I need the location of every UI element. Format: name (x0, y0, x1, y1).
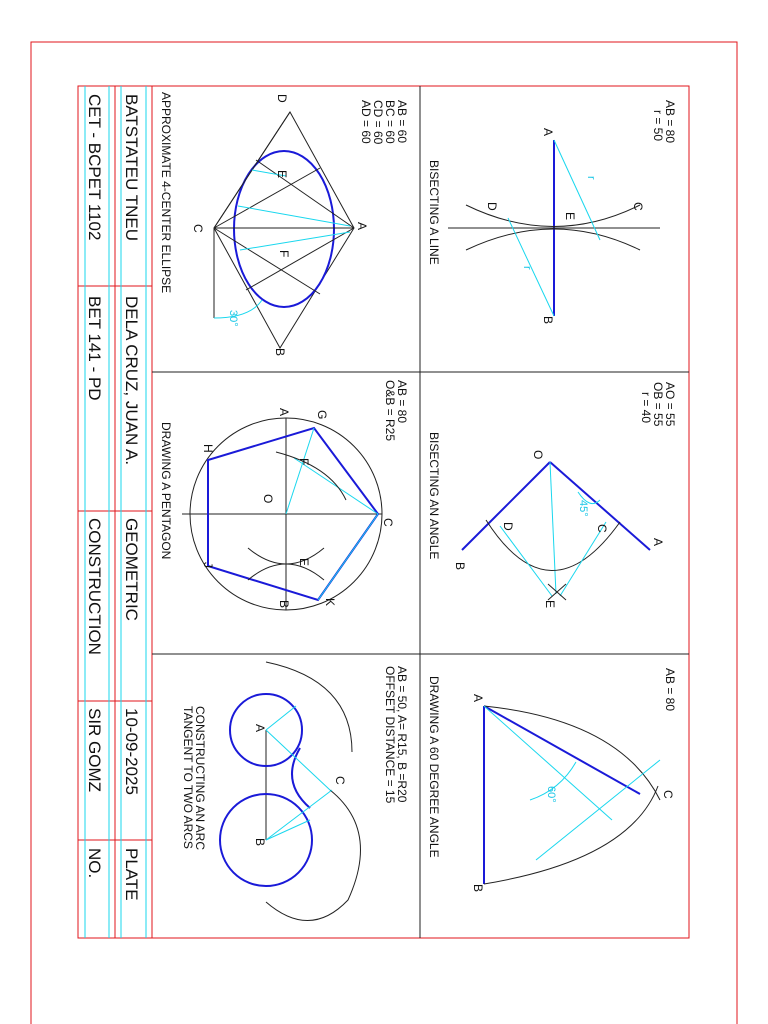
ba-bisector (550, 462, 556, 594)
pe-pt-h: H (201, 444, 215, 453)
at-pt-c: C (333, 776, 347, 785)
sd-pt-b: B (471, 884, 485, 893)
pe-given-2: O&B = R25 (383, 380, 397, 442)
panel-arc-tangent (181, 662, 409, 921)
bl-given-2: r = 50 (651, 110, 665, 142)
ba-title: BISECTING AN ANGLE (427, 432, 441, 560)
el-pt-e: E (275, 170, 289, 179)
bl-given-1: AB = 80 (663, 100, 677, 144)
el-given-1: AB = 60 (395, 100, 409, 144)
el-line-6 (214, 228, 320, 294)
ba-arc-line-2 (500, 526, 552, 596)
pe-pt-b: B (277, 600, 291, 609)
pe-pt-k: K (323, 598, 337, 607)
ba-pt-e: E (543, 600, 557, 609)
ba-ray-oa (550, 462, 650, 550)
el-line-4 (214, 168, 320, 228)
pe-pt-o: O (261, 494, 275, 504)
pe-pt-e: E (297, 558, 311, 567)
title-text: CONSTRUCTION (85, 518, 104, 655)
el-line-5 (246, 228, 354, 290)
at-title-1: CONSTRUCTING AN ARC (193, 706, 207, 851)
plate-label: PLATE (122, 848, 141, 901)
panel-pentagon (159, 380, 409, 610)
at-cyan-1 (266, 730, 330, 790)
sd-arc-from-a (484, 786, 658, 884)
title-block-row-1 (122, 94, 141, 901)
sd-pt-a: A (471, 694, 485, 703)
at-pt-a: A (253, 724, 267, 733)
ba-pt-o: O (531, 450, 545, 460)
el-angle: 30° (227, 310, 239, 327)
pe-given-1: AB = 80 (395, 380, 409, 424)
subject-text: GEOMETRIC (122, 518, 141, 621)
at-title-2: TANGENT TO TWO ARCS (181, 706, 195, 849)
el-given-2: BC = 60 (383, 100, 397, 144)
el-pt-a: A (355, 222, 369, 231)
pe-pt-c: C (381, 518, 395, 527)
el-pt-f: F (277, 250, 291, 258)
pe-title: DRAWING A PENTAGON (159, 422, 173, 560)
at-given-2: OFFSET DISTANCE = 15 (383, 666, 397, 804)
section-text: BET 141 - PD (85, 296, 104, 401)
school-text: BATSTATEU TNEU (122, 94, 141, 242)
at-offset-arc-b (266, 790, 360, 921)
el-pt-c: C (191, 224, 205, 233)
ba-given-2: OB = 55 (651, 382, 665, 427)
ba-angle: 45° (577, 500, 589, 517)
ba-given-1: AO = 55 (663, 382, 677, 427)
instructor-text: SIR GOMZ (85, 708, 104, 793)
bl-pt-b: B (541, 316, 555, 325)
ba-arc-line-1 (560, 522, 606, 596)
el-pt-b: B (273, 348, 287, 357)
bl-r-2: r (521, 266, 533, 270)
pe-cyan-1 (294, 458, 378, 514)
ba-ray-ob (462, 462, 550, 550)
ba-pt-d: D (501, 522, 515, 531)
bl-pt-c: C (631, 202, 645, 211)
at-given-1: AB = 50, A= R15, B =R20 (395, 666, 409, 803)
panel-ellipse (159, 92, 409, 356)
pe-pt-j: J (201, 562, 215, 568)
panel-bisecting-angle (427, 382, 677, 608)
panel-grid (152, 86, 689, 938)
student-name-text: DELA CRUZ, JUAN A. (122, 296, 141, 466)
ba-pt-b: B (453, 562, 467, 571)
bl-pt-a: A (541, 128, 555, 137)
bl-pt-e: E (563, 212, 577, 221)
at-pt-b: B (253, 838, 267, 847)
at-cyan-3 (266, 706, 296, 730)
sd-pt-c: C (661, 790, 675, 799)
sd-angle: 60° (545, 786, 557, 803)
ba-pt-a: A (651, 538, 665, 547)
ba-pt-c: C (595, 524, 609, 533)
sd-given-1: AB = 80 (663, 668, 677, 712)
bl-title: BISECTING A LINE (427, 160, 441, 265)
at-offset-arc-a (266, 662, 352, 752)
date-text: 10-09-2025 (122, 708, 141, 795)
pe-cyan-3 (286, 428, 314, 514)
bl-r-1: r (585, 176, 597, 180)
el-pt-d: D (275, 94, 289, 103)
panel-bisecting-line (427, 100, 677, 324)
title-block-row-2 (85, 94, 104, 878)
panel-sixty-degree (427, 668, 677, 892)
el-given-4: AD = 60 (359, 100, 373, 144)
ba-given-3: r = 40 (639, 392, 653, 424)
course-text: CET - BCPET 1102 (85, 94, 104, 241)
bl-pt-d: D (485, 202, 499, 211)
el-title: APPROXIMATE 4-CENTER ELLIPSE (159, 92, 173, 294)
sd-bisector (484, 706, 612, 820)
pe-pt-a: A (277, 408, 291, 417)
sd-perp (536, 760, 660, 860)
sd-title: DRAWING A 60 DEGREE ANGLE (427, 676, 441, 858)
number-label: NO. (85, 848, 104, 879)
el-given-3: CD = 60 (371, 100, 385, 145)
pe-pt-g: G (315, 410, 329, 420)
pe-pt-f: F (297, 458, 311, 466)
